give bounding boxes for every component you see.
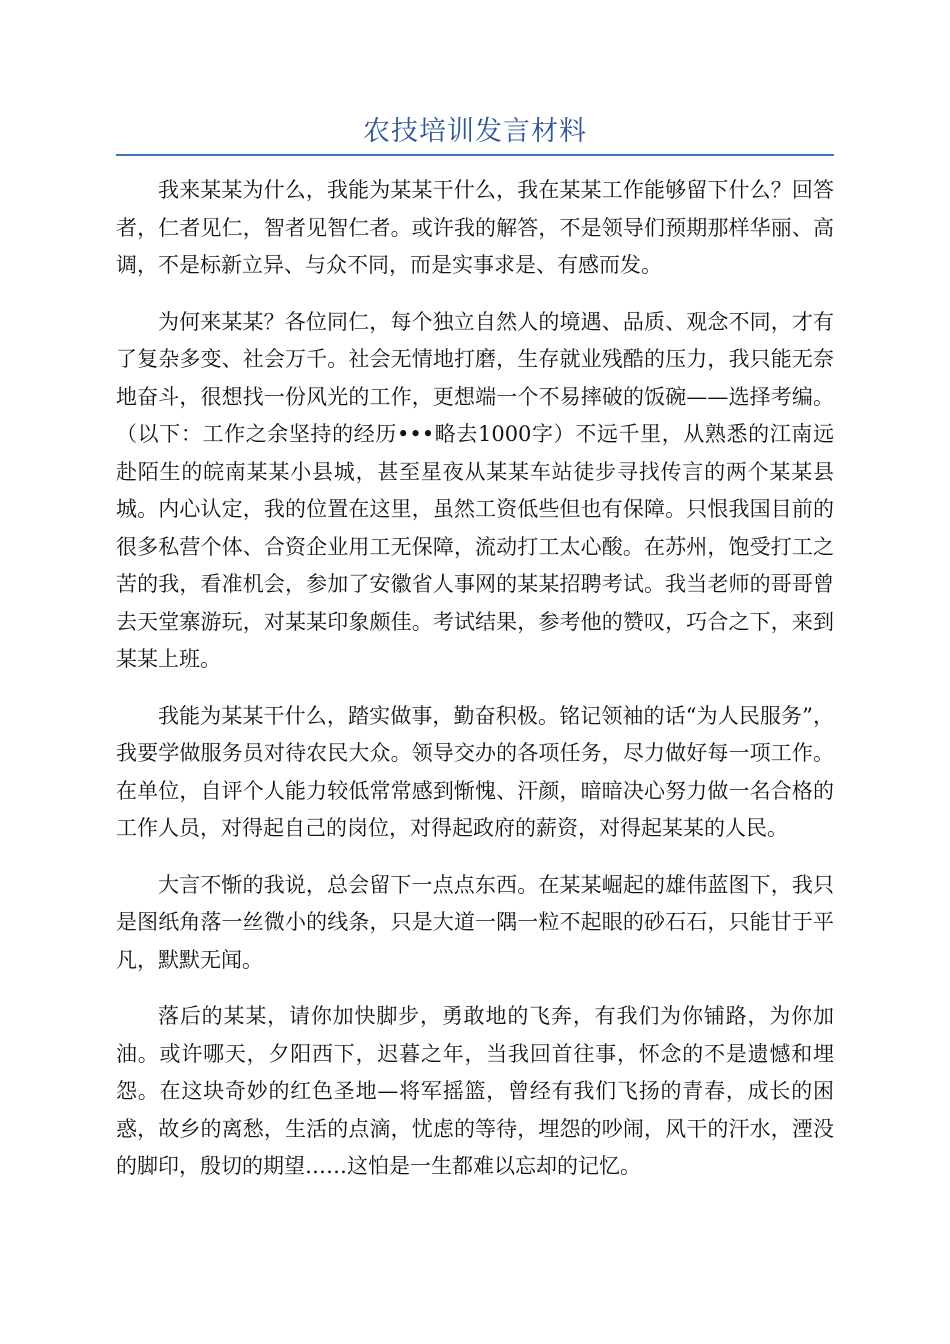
- document-title: 农技培训发言材料: [363, 116, 587, 147]
- paragraph-5: 落后的某某，请你加快脚步，勇敢地的飞奔，有我们为你铺路，为你加油。或许哪天，夕阳西下，迟暮之年，当我回首往事，怀念的不是遗憾和埋怨。在这块奇妙的红色圣地—将军摇篮，曾经有我们飞扬的青春，成长的困惑，故乡的离愁，生活的点滴，忧虑的等待，埋怨的吵闹，风干的汗水，湮没的脚印，殷切的期望……这怕是一生都难以忘却的记忆。: [116, 1004, 834, 1178]
- paragraph-3: 我能为某某干什么，踏实做事，勤奋积极。铭记领袖的话“为人民服务”，我要学做服务员对待农民大众。领导交办的各项任务，尽力做好每一项工作。在单位，自评个人能力较低常常感到惭愧、汗颜，暗暗决心努力做一名合格的工作人员，对得起自己的岗位，对得起政府的薪资，对得起某某的人民。: [116, 703, 834, 840]
- title-underline-divider: [116, 154, 834, 156]
- paragraph-2: 为何来某某？各位同仁，每个独立自然人的境遇、品质、观念不同，才有了复杂多变、社会万千。社会无情地打磨，生存就业残酷的压力，我只能无奈地奋斗，很想找一份风光的工作，更想端一个不易摔破的饭碗——选择考编。（以下：工作之余坚持的经历•••略去1000字）不远千里，从熟悉的江南远赴陌生的皖南某某小县城，甚至星夜从某某车站徒步寻找传言的两个某某县城。内心认定，我的位置在这里，虽然工资低些但也有保障。只恨我国目前的很多私营个体、合资企业用工无保障，流动打工太心酸。在苏州，饱受打工之苦的我，看准机会，参加了安徽省人事网的某某招聘考试。我当老师的哥哥曾去天堂寨游玩，对某某印象颇佳。考试结果，参考他的赞叹，巧合之下，来到某某上班。: [116, 309, 834, 671]
- paragraph-4: 大言不惭的我说，总会留下一点点东西。在某某崛起的雄伟蓝图下，我只是图纸角落一丝微小的线条，只是大道一隅一粒不起眼的砂石石，只能甘于平凡，默默无闻。: [116, 872, 834, 972]
- paragraph-1: 我来某某为什么，我能为某某干什么，我在某某工作能够留下什么？回答者，仁者见仁，智者见智仁者。或许我的解答，不是领导们预期那样华丽、高调，不是标新立异、与众不同，而是实事求是、有感而发。: [116, 178, 834, 277]
- document-body: [116, 172, 834, 1205]
